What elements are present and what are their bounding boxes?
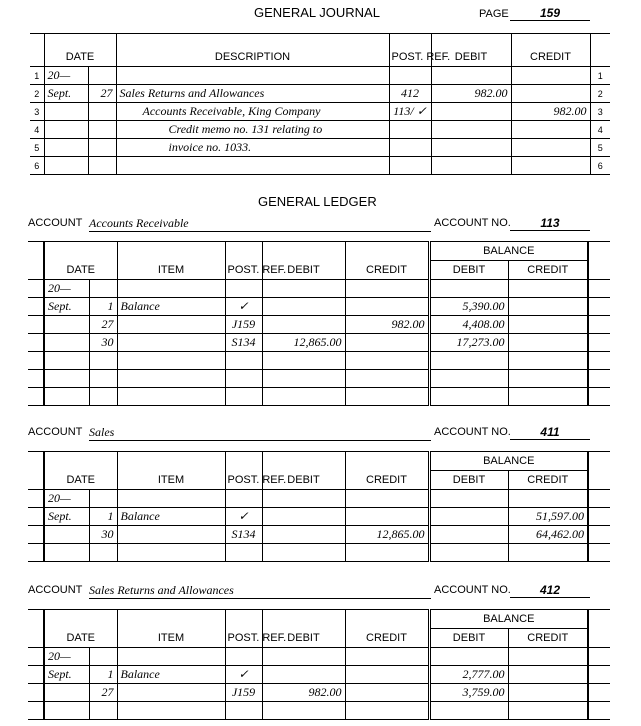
journal-page-label: PAGE <box>479 8 509 20</box>
account-number: 412 <box>510 583 590 598</box>
ledger-header-date: DATE <box>44 242 117 280</box>
ledger-row: Sept. 1 Balance ✓ 2,777.00 <box>28 666 610 684</box>
journal-row: 3 Accounts Receivable, King Company 113/ ✓ 982.00 3 <box>30 103 610 121</box>
ledger-header-balance: BALANCE <box>429 610 588 629</box>
ledger-row: Sept. 1 Balance ✓ 51,597.00 <box>28 508 610 526</box>
ledger-row <box>28 370 610 388</box>
ledger-header-balance-debit: DEBIT <box>429 629 508 648</box>
journal-header-credit: CREDIT <box>511 34 590 67</box>
ledger-header-debit: DEBIT <box>262 452 345 490</box>
ledger-header-balance-debit: DEBIT <box>429 261 508 280</box>
ledger-row <box>28 544 610 562</box>
account-label: ACCOUNT <box>28 217 83 229</box>
ledger-header-item: ITEM <box>117 242 225 280</box>
account-label: ACCOUNT <box>28 584 83 596</box>
ledger-header-balance-credit: CREDIT <box>508 471 588 490</box>
ledger-header-post-ref: POST. REF. <box>225 452 262 490</box>
journal-row: 1 20— 1 <box>30 67 610 85</box>
journal-header-date: DATE <box>44 34 116 67</box>
account-no-label: ACCOUNT NO. <box>434 426 511 438</box>
journal-header-post-ref: POST. REF. <box>389 34 431 67</box>
ledger-header-date: DATE <box>44 610 117 648</box>
account-name: Sales <box>89 425 431 441</box>
account-no-label: ACCOUNT NO. <box>434 584 511 596</box>
journal-row: 2 Sept. 27 Sales Returns and Allowances 412 982.00 2 <box>30 85 610 103</box>
ledger-row: Sept. 1 Balance ✓ 5,390.00 <box>28 298 610 316</box>
ledger-row: 20— <box>28 280 610 298</box>
ledger-row <box>28 388 610 406</box>
journal-table <box>30 33 610 175</box>
account-number: 411 <box>510 425 590 440</box>
account-name: Sales Returns and Allowances <box>89 583 431 599</box>
ledger-row <box>28 352 610 370</box>
journal-row: 6 6 <box>30 157 610 175</box>
ledger-header-balance-credit: CREDIT <box>508 629 588 648</box>
ledger-header-balance-debit: DEBIT <box>429 471 508 490</box>
ledger-header-balance: BALANCE <box>429 452 588 471</box>
ledger-header-item: ITEM <box>117 452 225 490</box>
ledger-header-credit: CREDIT <box>345 242 429 280</box>
ledger-row <box>28 702 610 720</box>
journal-row: 4 Credit memo no. 131 relating to 4 <box>30 121 610 139</box>
ledger-table-accounts-receivable <box>28 241 610 406</box>
ledger-title: GENERAL LEDGER <box>258 194 377 209</box>
ledger-header-debit: DEBIT <box>262 242 345 280</box>
ledger-header-balance: BALANCE <box>429 242 588 261</box>
journal-page-number: 159 <box>510 6 590 21</box>
account-name: Accounts Receivable <box>89 216 431 232</box>
ledger-table-sales <box>28 451 610 562</box>
ledger-header-post-ref: POST. REF. <box>225 242 262 280</box>
ledger-header-balance-credit: CREDIT <box>508 261 588 280</box>
journal-row: 5 invoice no. 1033. 5 <box>30 139 610 157</box>
ledger-row: 20— <box>28 490 610 508</box>
ledger-header-credit: CREDIT <box>345 610 429 648</box>
ledger-row: 20— <box>28 648 610 666</box>
ledger-table-sales-returns <box>28 609 610 720</box>
ledger-header-debit: DEBIT <box>262 610 345 648</box>
ledger-row: 27 J159 982.00 3,759.00 <box>28 684 610 702</box>
journal-title: GENERAL JOURNAL <box>254 5 380 20</box>
account-number: 113 <box>510 216 590 231</box>
ledger-header-item: ITEM <box>117 610 225 648</box>
journal-header-debit: DEBIT <box>431 34 511 67</box>
ledger-row: 30 S134 12,865.00 17,273.00 <box>28 334 610 352</box>
ledger-header-credit: CREDIT <box>345 452 429 490</box>
ledger-row: 30 S134 12,865.00 64,462.00 <box>28 526 610 544</box>
account-no-label: ACCOUNT NO. <box>434 217 511 229</box>
account-label: ACCOUNT <box>28 426 83 438</box>
ledger-row: 27 J159 982.00 4,408.00 <box>28 316 610 334</box>
journal-header-description: DESCRIPTION <box>116 34 389 67</box>
ledger-header-post-ref: POST. REF. <box>225 610 262 648</box>
ledger-header-date: DATE <box>44 452 117 490</box>
